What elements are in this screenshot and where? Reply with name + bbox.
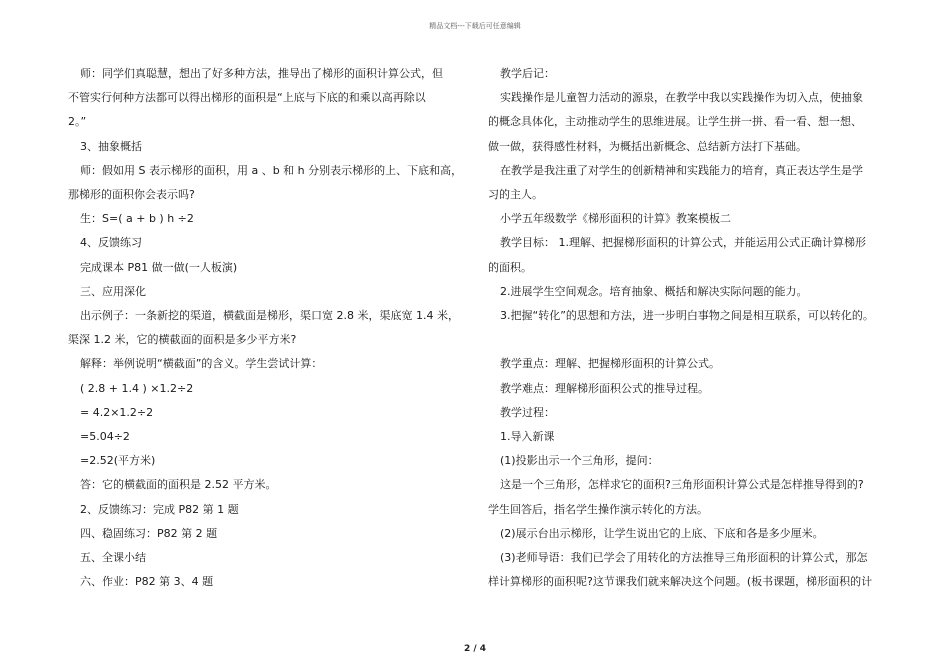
left-paragraph-line: 师：假如用 S 表示梯形的面积，用 a 、b 和 h 分别表示梯形的上、下底和高， [80, 163, 463, 177]
left-paragraph-line: 渠深 1.2 米，它的横截面的面积是多少平方米? [68, 333, 297, 347]
page-number: 2 / 4 [463, 644, 487, 654]
right-paragraph-line: 2.进展学生空间观念。培育抽象、概括和解决实际问题的能力。 [500, 284, 808, 298]
left-paragraph-line: = 4.2×1.2÷2 [80, 405, 154, 419]
right-paragraph-line: (2)展示台出示梯形，让学生说出它的上底、下底和各是多少厘米。 [500, 526, 824, 540]
right-paragraph-line: 教学目标： 1.理解、把握梯形面积的计算公式，并能运用公式正确计算梯形 [500, 236, 866, 250]
left-paragraph-line: 3、抽象概括 [80, 139, 142, 153]
right-paragraph-line: 习的主人。 [488, 188, 543, 202]
left-paragraph-line: 解释：举例说明“横截面”的含义。学生尝试计算： [80, 357, 323, 371]
right-paragraph-line: (1)投影出示一个三角形，提问： [500, 454, 659, 468]
right-paragraph-line: 实践操作是儿童智力活动的源泉，在教学中我以实践操作为切入点，使抽象 [500, 91, 863, 105]
right-paragraph-line: 3.把握“转化”的思想和方法，进一步明白事物之间是相互联系，可以转化的。 [500, 309, 874, 323]
left-paragraph-line: 2。” [68, 115, 87, 129]
right-paragraph-line: 的概念具体化，主动推动学生的思维进展。让学生拼一拼、看一看、想一想、 [488, 115, 862, 129]
left-paragraph-line: 2、反馈练习：完成 P82 第 1 题 [80, 502, 239, 516]
left-paragraph-line: 不管实行何种方法都可以得出梯形的面积是“上底与下底的和乘以高再除以 [68, 91, 426, 105]
right-paragraph-line: 在教学是我注重了对学生的创新精神和实践能力的培育，真正表达学生是学 [500, 163, 863, 177]
left-paragraph-line: 答：它的横截面的面积是 2.52 平方米。 [80, 478, 277, 492]
right-paragraph-line: 这是一个三角形，怎样求它的面积?三角形面积计算公式是怎样推导得到的? [500, 478, 864, 492]
left-paragraph-line: 五、全课小结 [80, 551, 146, 565]
left-column [68, 62, 464, 594]
left-paragraph-line: 三、应用深化 [80, 284, 146, 298]
right-paragraph-line: 1.导入新课 [500, 430, 555, 444]
left-paragraph-line: 那梯形的面积你会表示吗? [68, 188, 195, 202]
right-paragraph-line: 教学重点：理解、把握梯形面积的计算公式。 [500, 357, 720, 371]
right-paragraph-line: 教学过程： [500, 405, 555, 419]
right-paragraph-line: 学生回答后，指名学生操作演示转化的方法。 [488, 502, 708, 516]
left-paragraph-line: 完成课本 P81 做一做(一人板演) [80, 260, 238, 274]
right-column [488, 62, 880, 594]
right-paragraph-line: 样计算梯形的面积呢?这节课我们就来解决这个问题。(板书课题，梯形面积的计 [488, 575, 873, 589]
right-paragraph-line: (3)老师导语：我们已学会了用转化的方法推导三角形面积的计算公式，那怎 [500, 551, 868, 565]
right-paragraph-line: 小学五年级数学《梯形面积的计算》教案模板二 [500, 212, 731, 226]
left-paragraph-line: 出示例子：一条新挖的渠道，横截面是梯形，渠口宽 2.8 米，渠底宽 1.4 米， [80, 309, 459, 323]
left-paragraph-line: =5.04÷2 [80, 430, 130, 444]
left-paragraph-line: 4、反馈练习 [80, 236, 142, 250]
right-paragraph-line: 的面积。 [488, 260, 532, 274]
right-paragraph-line [488, 328, 880, 352]
left-paragraph-line: 生：S=( a + b ) h ÷2 [80, 212, 194, 226]
right-paragraph-line: 教学后记： [500, 67, 555, 80]
right-paragraph-line: 教学难点：理解梯形面积公式的推导过程。 [500, 381, 709, 395]
right-paragraph-line: 做一做，获得感性材料，为概括出新概念、总结新方法打下基础。 [488, 139, 807, 153]
left-paragraph-line: 四、稳固练习：P82 第 2 题 [80, 526, 218, 540]
page-header: 精品文档---下载后可任意编辑 [429, 22, 521, 30]
left-paragraph-line: =2.52(平方米) [80, 454, 156, 468]
left-paragraph-line: 六、作业：P82 第 3、4 题 [80, 575, 214, 589]
left-paragraph-line: 师：同学们真聪慧，想出了好多种方法，推导出了梯形的面积计算公式，但 [80, 67, 443, 80]
left-paragraph-line: ( 2.8 + 1.4 ) ×1.2÷2 [80, 381, 194, 395]
